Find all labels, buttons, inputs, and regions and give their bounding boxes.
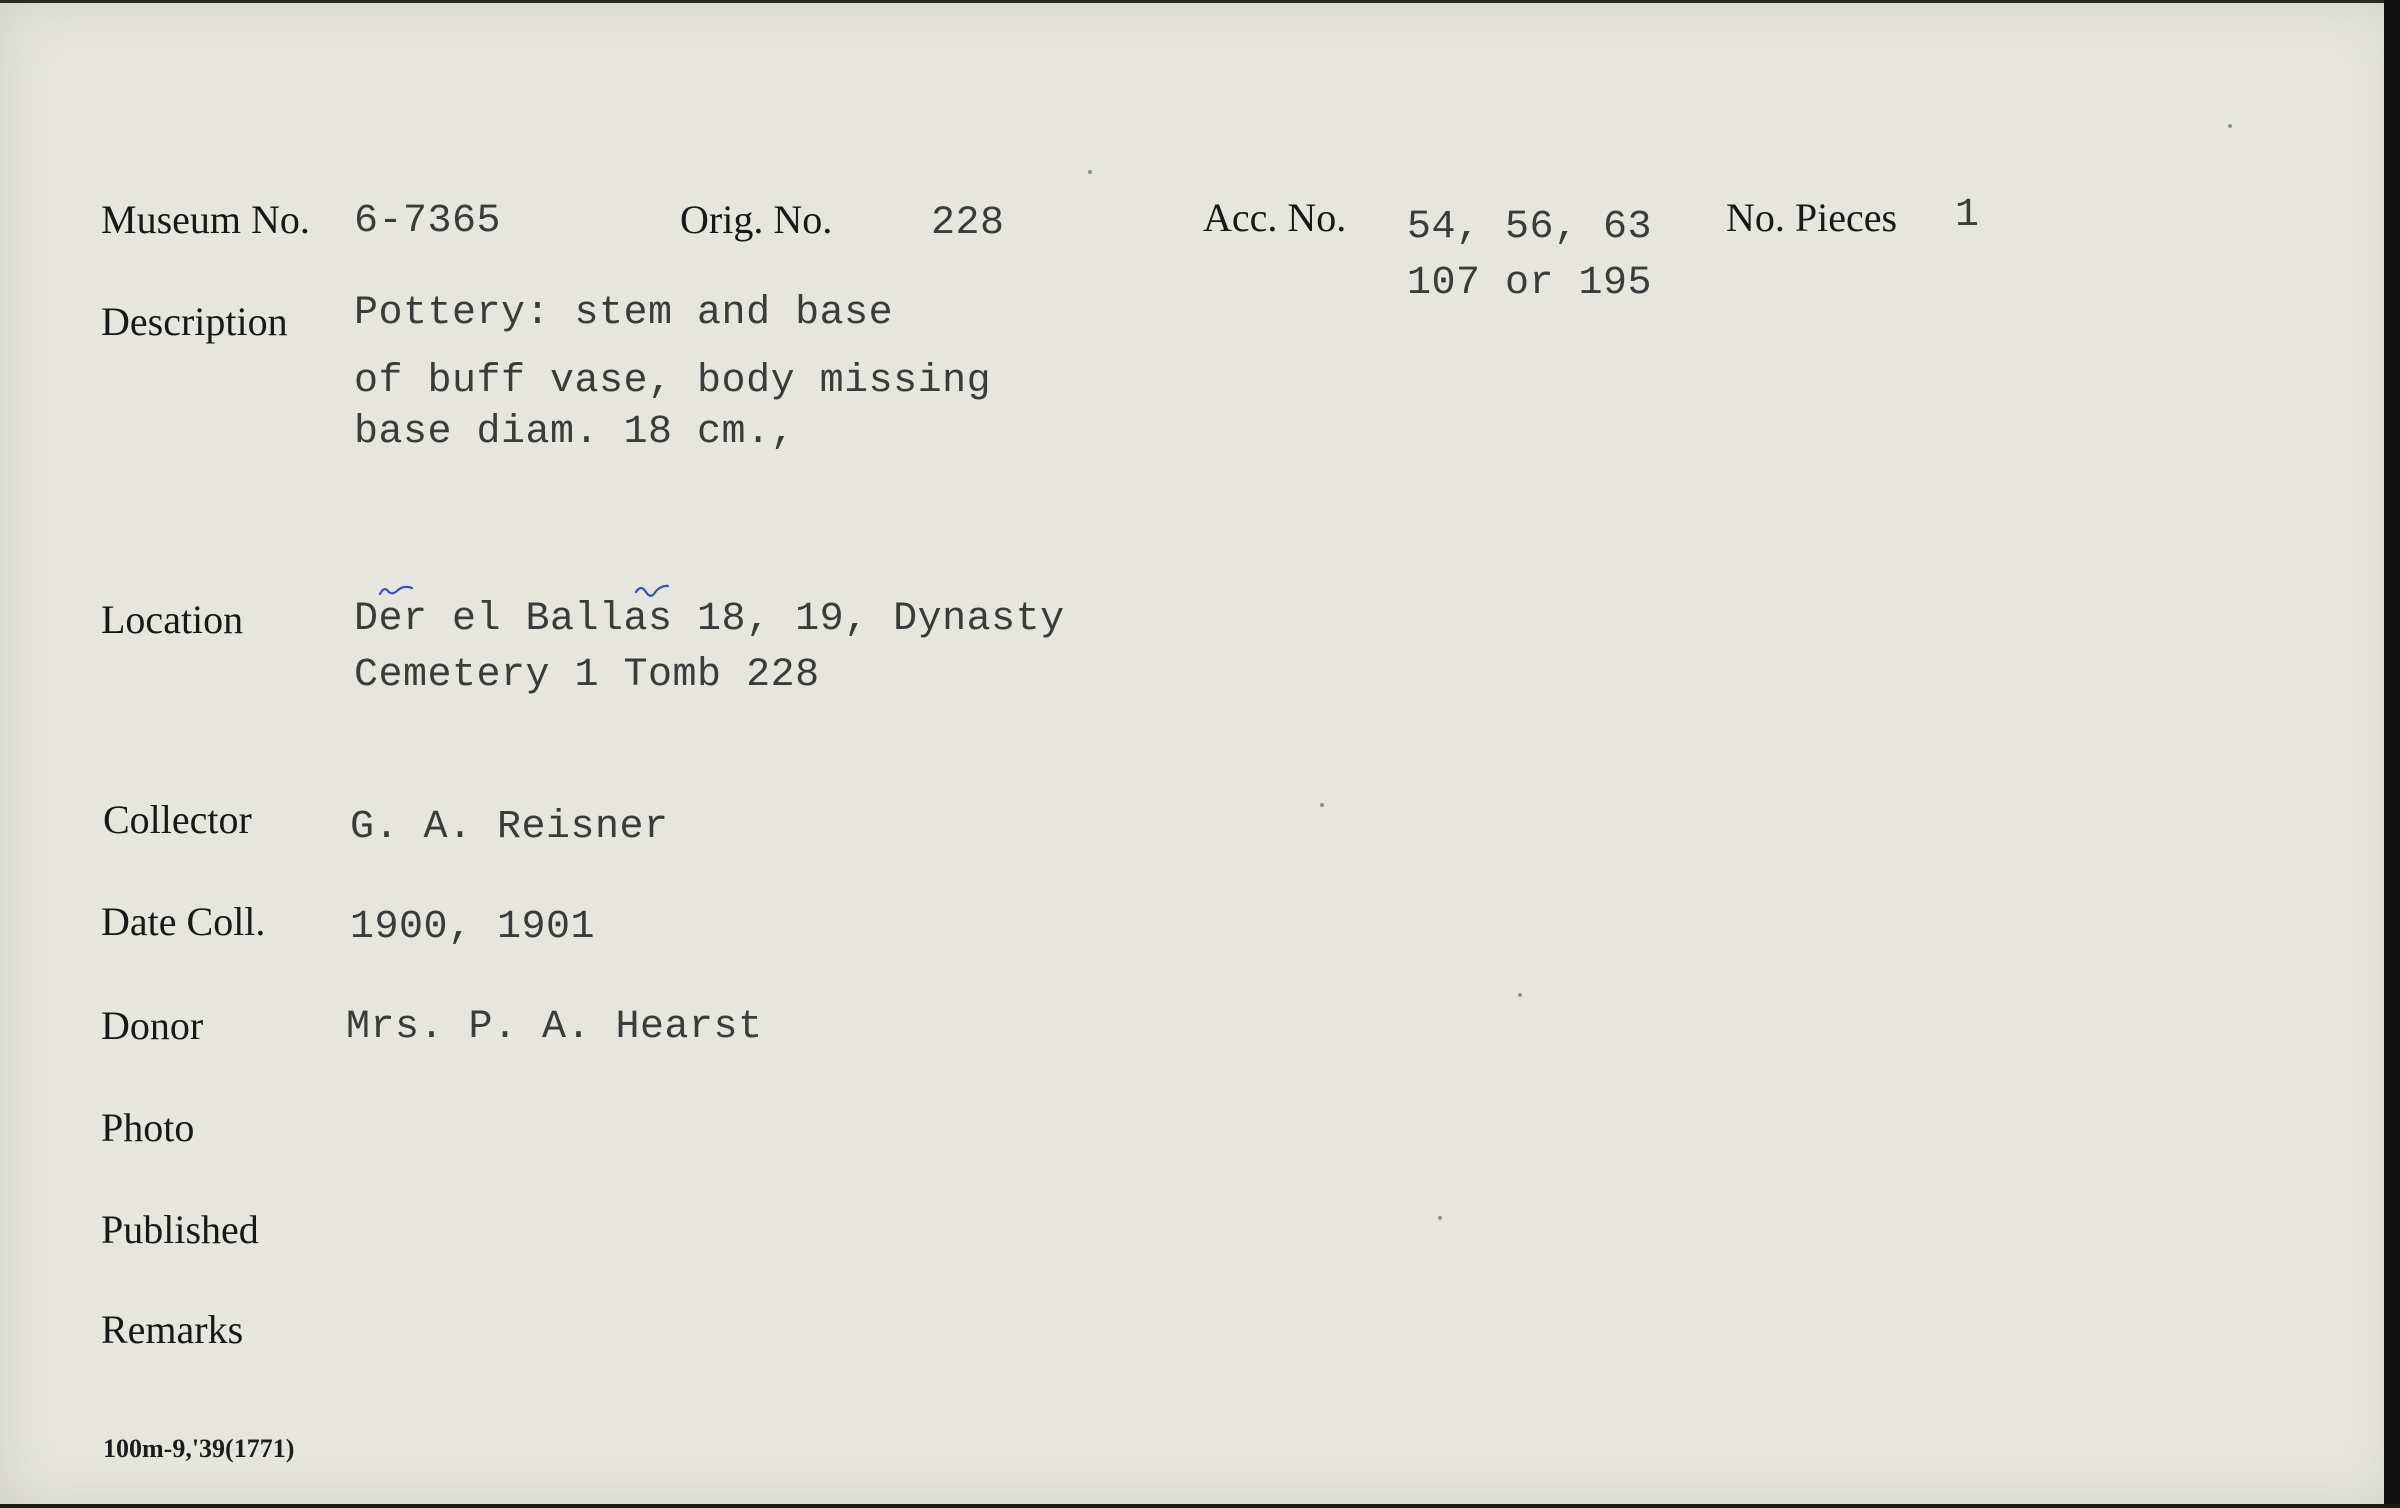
card-top-edge [0,0,2400,3]
acc-no-value-line2: 107 or 195 [1407,261,1653,306]
collector-value: G. A. Reisner [350,805,669,850]
description-label: Description [101,299,288,344]
description-line-1: Pottery: stem and base [354,291,894,336]
donor-label: Donor [101,1003,204,1048]
acc-no-label: Acc. No. [1203,195,1347,240]
museum-no-value: 6-7365 [354,199,502,244]
ink-accent-mark [634,582,670,598]
no-pieces-value: 1 [1955,193,1980,238]
orig-no-label: Orig. No. [680,197,833,242]
published-label: Published [101,1207,259,1252]
location-line-2: Cemetery 1 Tomb 228 [354,653,820,698]
paper-speck [1320,803,1324,807]
acc-no-value-line1: 54, 56, 63 [1407,205,1653,250]
date-coll-value: 1900, 1901 [350,905,596,950]
description-line-3: base diam. 18 cm., [354,410,796,455]
location-line-1: Der el Ballas 18, 19, Dynasty [354,597,1065,642]
photo-label: Photo [101,1105,195,1150]
collector-label: Collector [103,797,252,842]
form-number: 100m-9,'39(1771) [103,1434,295,1463]
donor-value: Mrs. P. A. Hearst [346,1005,763,1050]
paper-speck [1518,993,1522,997]
paper-speck [2228,124,2232,128]
museum-no-label: Museum No. [101,197,310,242]
ink-accent-mark [378,582,414,598]
paper-speck [1438,1216,1442,1220]
orig-no-value: 228 [931,201,1005,246]
date-coll-label: Date Coll. [101,899,266,944]
card-right-edge [2384,0,2400,1508]
description-line-2: of buff vase, body missing [354,359,992,404]
paper-speck [1088,170,1092,174]
location-label: Location [101,597,244,642]
remarks-label: Remarks [101,1307,244,1352]
no-pieces-label: No. Pieces [1726,195,1898,240]
card-bottom-edge [0,1504,2400,1508]
